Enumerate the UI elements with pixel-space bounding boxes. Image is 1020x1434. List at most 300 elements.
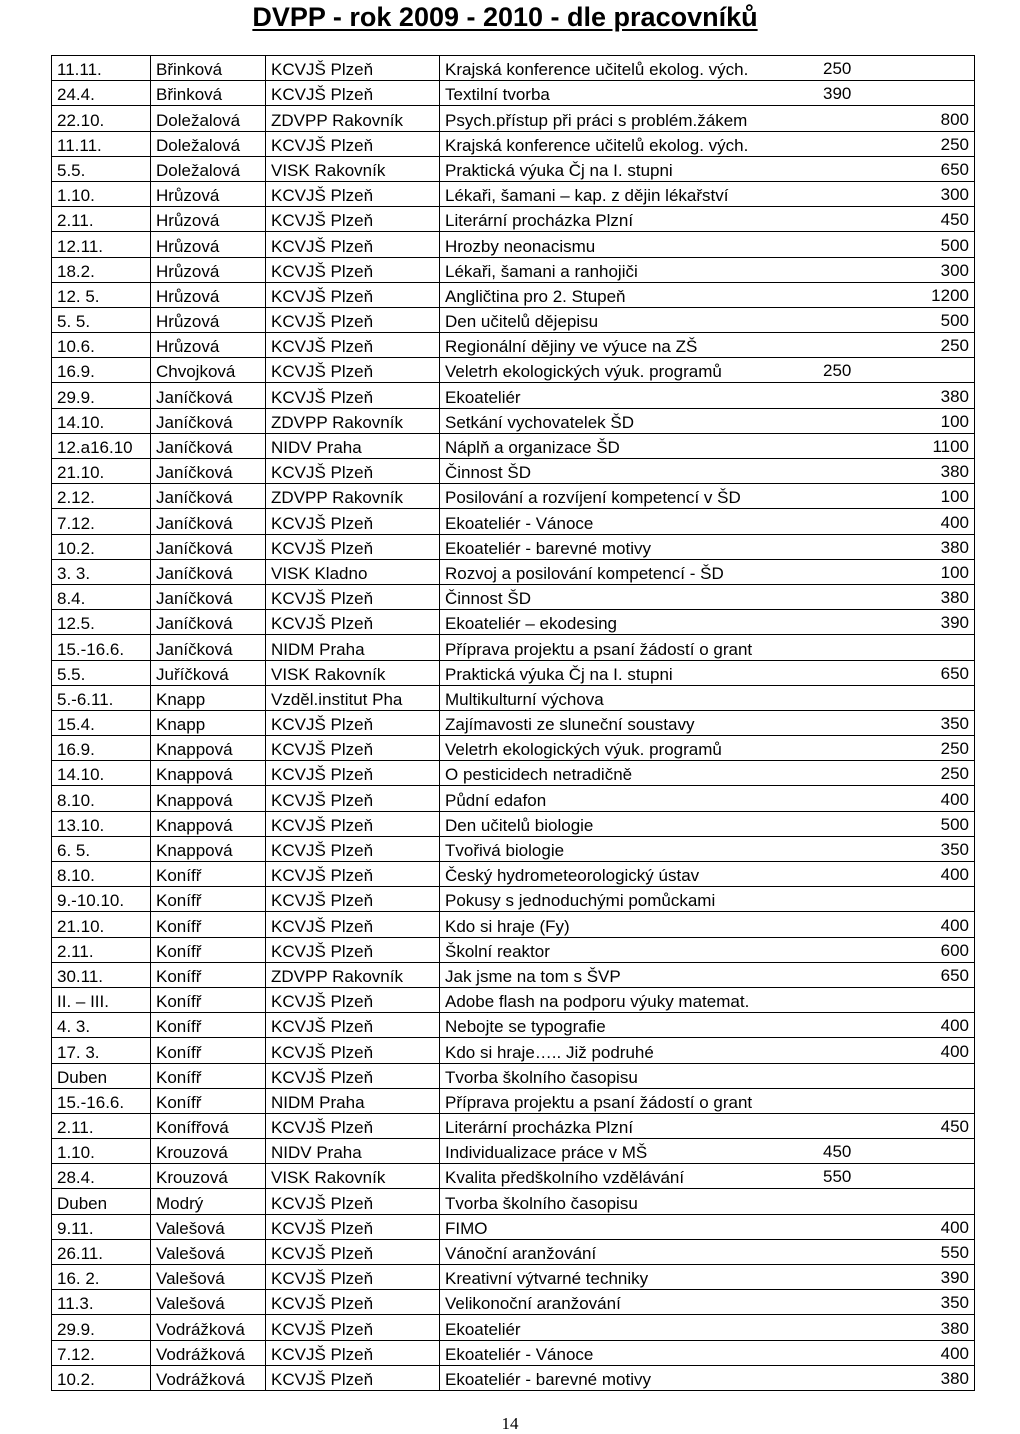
course-title: Adobe flash na podporu výuky matemat.	[445, 992, 750, 1012]
course-title: Kdo si hraje….. Již podruhé	[445, 1042, 654, 1062]
course-cell	[440, 1214, 975, 1239]
institution-cell: ZDVPP Rakovník	[266, 408, 440, 433]
course-cell	[440, 761, 975, 786]
amount-value: 550	[823, 1167, 852, 1187]
amount-value: 400	[940, 512, 969, 532]
employee-cell: Knappová	[151, 761, 266, 786]
date-cell: 15.-16.6.	[52, 1088, 151, 1113]
amount-value: 250	[823, 59, 852, 79]
amount-value: 390	[940, 613, 969, 633]
course-title: Činnost ŠD	[445, 463, 531, 483]
employee-cell: Konífř	[151, 1038, 266, 1063]
course-title: Jak jsme na tom s ŠVP	[445, 966, 621, 986]
amount-value: 350	[940, 714, 969, 734]
amount-value: 390	[823, 84, 852, 104]
table-row	[52, 1340, 975, 1365]
employee-cell: Konífřová	[151, 1113, 266, 1138]
employee-cell: Hrůzová	[151, 257, 266, 282]
institution-cell: KCVJŠ Plzeň	[266, 232, 440, 257]
table-row	[52, 484, 975, 509]
table-row	[52, 987, 975, 1012]
course-title: Český hydrometeorologický ústav	[445, 866, 700, 886]
course-cell	[440, 1063, 975, 1088]
institution-cell: KCVJŠ Plzeň	[266, 811, 440, 836]
employee-cell: Janíčková	[151, 484, 266, 509]
amount-value: 300	[940, 260, 969, 280]
employee-cell: Konífř	[151, 987, 266, 1012]
date-cell: 29.9.	[52, 383, 151, 408]
course-title: Půdní edafon	[445, 790, 547, 810]
amount-value: 400	[940, 789, 969, 809]
date-cell: 21.10.	[52, 912, 151, 937]
date-cell: 14.10.	[52, 761, 151, 786]
institution-cell: NIDM Praha	[266, 635, 440, 660]
employee-cell: Janíčková	[151, 584, 266, 609]
institution-cell: KCVJŠ Plzeň	[266, 56, 440, 81]
course-title: Tvorba školního časopisu	[445, 1193, 638, 1213]
amount-value: 450	[940, 1117, 969, 1137]
institution-cell: KCVJŠ Plzeň	[266, 710, 440, 735]
employee-cell: Vodrážková	[151, 1340, 266, 1365]
amount-value: 100	[940, 487, 969, 507]
date-cell: 14.10.	[52, 408, 151, 433]
date-cell: 12.a16.10	[52, 433, 151, 458]
course-title: Textilní tvorba	[445, 85, 550, 105]
date-cell: 26.11.	[52, 1239, 151, 1264]
table-row	[52, 1290, 975, 1315]
institution-cell: KCVJŠ Plzeň	[266, 1214, 440, 1239]
course-title: Pokusy s jednoduchými pomůckami	[445, 891, 716, 911]
course-title: Praktická výuka Čj na I. stupni	[445, 664, 673, 684]
institution-cell: NIDV Praha	[266, 1139, 440, 1164]
course-cell	[440, 131, 975, 156]
course-cell	[440, 559, 975, 584]
date-cell: 9.-10.10.	[52, 887, 151, 912]
date-cell: 10.2.	[52, 534, 151, 559]
employee-cell: Hrůzová	[151, 282, 266, 307]
date-cell: 10.2.	[52, 1365, 151, 1390]
course-title: Kdo si hraje (Fy)	[445, 916, 570, 936]
course-cell	[440, 1315, 975, 1340]
course-cell	[440, 181, 975, 206]
table-row	[52, 207, 975, 232]
course-title: Tvorba školního časopisu	[445, 1067, 638, 1087]
date-cell: Duben	[52, 1189, 151, 1214]
employee-cell: Janíčková	[151, 383, 266, 408]
amount-value: 390	[940, 1268, 969, 1288]
date-cell: 7.12.	[52, 1340, 151, 1365]
date-cell: 16.9.	[52, 358, 151, 383]
table-row	[52, 459, 975, 484]
course-title: Ekoateliér - barevné motivy	[445, 538, 651, 558]
course-title: Kreativní výtvarné techniky	[445, 1269, 649, 1289]
date-cell: 15.4.	[52, 710, 151, 735]
course-title: Činnost ŠD	[445, 589, 531, 609]
institution-cell: KCVJŠ Plzeň	[266, 1290, 440, 1315]
course-title: Veletrh ekologických výuk. programů	[445, 362, 722, 382]
course-cell	[440, 333, 975, 358]
institution-cell: KCVJŠ Plzeň	[266, 207, 440, 232]
employee-cell: Janíčková	[151, 534, 266, 559]
course-title: Krajská konference učitelů ekolog. vých.	[445, 135, 749, 155]
employee-cell: Knappová	[151, 811, 266, 836]
table-row	[52, 408, 975, 433]
employee-cell: Modrý	[151, 1189, 266, 1214]
employee-cell: Valešová	[151, 1290, 266, 1315]
table-row	[52, 1189, 975, 1214]
employee-cell: Doležalová	[151, 106, 266, 131]
amount-value: 380	[940, 1368, 969, 1388]
course-cell	[440, 484, 975, 509]
date-cell: 30.11.	[52, 962, 151, 987]
institution-cell: ZDVPP Rakovník	[266, 962, 440, 987]
date-cell: 11.3.	[52, 1290, 151, 1315]
institution-cell: KCVJŠ Plzeň	[266, 358, 440, 383]
employee-cell: Juříčková	[151, 660, 266, 685]
table-row	[52, 383, 975, 408]
employee-cell: Hrůzová	[151, 232, 266, 257]
table-row	[52, 1239, 975, 1264]
institution-cell: Vzděl.institut Pha	[266, 685, 440, 710]
course-title: Vánoční aranžování	[445, 1244, 597, 1263]
course-cell	[440, 710, 975, 735]
course-cell	[440, 736, 975, 761]
date-cell: 2.11.	[52, 207, 151, 232]
institution-cell: KCVJŠ Plzeň	[266, 987, 440, 1012]
course-title: Ekoateliér - barevné motivy	[445, 1369, 651, 1389]
amount-value: 250	[823, 361, 852, 381]
course-cell	[440, 1265, 975, 1290]
amount-value: 250	[940, 764, 969, 784]
course-cell	[440, 156, 975, 181]
date-cell: 24.4.	[52, 81, 151, 106]
employee-cell: Chvojková	[151, 358, 266, 383]
institution-cell: KCVJŠ Plzeň	[266, 1315, 440, 1340]
amount-value: 300	[940, 185, 969, 205]
table-row	[52, 786, 975, 811]
date-cell: Duben	[52, 1063, 151, 1088]
table-row	[52, 887, 975, 912]
course-title: Angličtina pro 2. Stupeň	[445, 286, 626, 306]
employee-cell: Konífř	[151, 887, 266, 912]
institution-cell: KCVJŠ Plzeň	[266, 937, 440, 962]
table-row	[52, 1139, 975, 1164]
employee-cell: Valešová	[151, 1239, 266, 1264]
table-row	[52, 937, 975, 962]
table-row	[52, 282, 975, 307]
table-row	[52, 1214, 975, 1239]
table-row	[52, 962, 975, 987]
course-title: O pesticidech netradičně	[445, 765, 633, 785]
date-cell: 11.11.	[52, 56, 151, 81]
date-cell: 13.10.	[52, 811, 151, 836]
amount-value: 400	[940, 1016, 969, 1036]
employee-cell: Doležalová	[151, 156, 266, 181]
training-table	[51, 55, 975, 1391]
table-row	[52, 333, 975, 358]
table-row	[52, 509, 975, 534]
table-row	[52, 584, 975, 609]
course-cell	[440, 962, 975, 987]
institution-cell: VISK Kladno	[266, 559, 440, 584]
amount-value: 350	[940, 840, 969, 859]
amount-value: 380	[940, 537, 969, 557]
date-cell: 16.9.	[52, 736, 151, 761]
institution-cell: KCVJŠ Plzeň	[266, 383, 440, 408]
course-cell	[440, 81, 975, 106]
table-row	[52, 358, 975, 383]
institution-cell: KCVJŠ Plzeň	[266, 736, 440, 761]
date-cell: 4. 3.	[52, 1013, 151, 1038]
employee-cell: Knapp	[151, 685, 266, 710]
table-row	[52, 710, 975, 735]
date-cell: 12.5.	[52, 610, 151, 635]
course-title: Den učitelů biologie	[445, 815, 594, 835]
institution-cell: VISK Rakovník	[266, 1164, 440, 1189]
course-title: Regionální dějiny ve výuce na ZŠ	[445, 337, 698, 357]
course-title: FIMO	[445, 1218, 488, 1238]
employee-cell: Krouzová	[151, 1164, 266, 1189]
course-cell	[440, 811, 975, 836]
amount-value: 380	[940, 386, 969, 406]
course-cell	[440, 232, 975, 257]
course-cell	[440, 1164, 975, 1189]
amount-value: 250	[940, 739, 969, 759]
institution-cell: KCVJŠ Plzeň	[266, 1265, 440, 1290]
employee-cell: Knappová	[151, 786, 266, 811]
date-cell: 16. 2.	[52, 1265, 151, 1290]
institution-cell: KCVJŠ Plzeň	[266, 862, 440, 887]
employee-cell: Břinková	[151, 81, 266, 106]
course-title: Den učitelů dějepisu	[445, 312, 599, 332]
table-row	[52, 1088, 975, 1113]
employee-cell: Konífř	[151, 912, 266, 937]
employee-cell: Konífř	[151, 1063, 266, 1088]
employee-cell: Janíčková	[151, 459, 266, 484]
date-cell: 6. 5.	[52, 836, 151, 861]
table-row	[52, 131, 975, 156]
employee-cell: Doležalová	[151, 131, 266, 156]
course-cell	[440, 887, 975, 912]
institution-cell: KCVJŠ Plzeň	[266, 282, 440, 307]
table-row	[52, 635, 975, 660]
institution-cell: KCVJŠ Plzeň	[266, 1340, 440, 1365]
amount-value: 800	[940, 109, 969, 129]
course-title: Individualizace práce v MŠ	[445, 1143, 648, 1163]
institution-cell: KCVJŠ Plzeň	[266, 1013, 440, 1038]
table-row	[52, 1038, 975, 1063]
date-cell: 5.5.	[52, 660, 151, 685]
employee-cell: Břinková	[151, 56, 266, 81]
amount-value: 500	[940, 311, 969, 331]
course-title: Ekoateliér - Vánoce	[445, 1344, 594, 1364]
institution-cell: KCVJŠ Plzeň	[266, 307, 440, 332]
course-cell	[440, 509, 975, 534]
course-cell	[440, 1290, 975, 1315]
date-cell: 21.10.	[52, 459, 151, 484]
amount-value: 500	[940, 814, 969, 834]
course-title: Praktická výuka Čj na I. stupni	[445, 160, 673, 180]
course-title: Ekoateliér – ekodesing	[445, 614, 618, 634]
amount-value: 1200	[931, 285, 969, 305]
institution-cell: NIDM Praha	[266, 1088, 440, 1113]
employee-cell: Hrůzová	[151, 181, 266, 206]
amount-value: 550	[940, 1243, 969, 1262]
institution-cell: KCVJŠ Plzeň	[266, 912, 440, 937]
course-title: Ekoateliér	[445, 1319, 521, 1339]
employee-cell: Janíčková	[151, 408, 266, 433]
course-cell	[440, 786, 975, 811]
date-cell: 2.11.	[52, 937, 151, 962]
course-cell	[440, 534, 975, 559]
date-cell: 12. 5.	[52, 282, 151, 307]
date-cell: 2.11.	[52, 1113, 151, 1138]
employee-cell: Konífř	[151, 1088, 266, 1113]
amount-value: 400	[940, 1041, 969, 1061]
course-cell	[440, 433, 975, 458]
course-title: Veletrh ekologických výuk. programů	[445, 740, 722, 760]
amount-value: 650	[940, 663, 969, 683]
course-cell	[440, 836, 975, 861]
course-cell	[440, 257, 975, 282]
course-cell	[440, 660, 975, 685]
course-cell	[440, 987, 975, 1012]
employee-cell: Krouzová	[151, 1139, 266, 1164]
table-row	[52, 181, 975, 206]
employee-cell: Hrůzová	[151, 307, 266, 332]
employee-cell: Knappová	[151, 736, 266, 761]
course-cell	[440, 207, 975, 232]
table-row	[52, 433, 975, 458]
date-cell: 17. 3.	[52, 1038, 151, 1063]
course-cell	[440, 1340, 975, 1365]
institution-cell: KCVJŠ Plzeň	[266, 610, 440, 635]
course-title: Tvořivá biologie	[445, 841, 565, 860]
date-cell: 9.11.	[52, 1214, 151, 1239]
institution-cell: KCVJŠ Plzeň	[266, 181, 440, 206]
course-cell	[440, 1189, 975, 1214]
employee-cell: Hrůzová	[151, 207, 266, 232]
table-row	[52, 1164, 975, 1189]
course-title: Velikonoční aranžování	[445, 1294, 621, 1314]
course-title: Literární procházka Plzní	[445, 1118, 634, 1138]
amount-value: 380	[940, 462, 969, 482]
institution-cell: KCVJŠ Plzeň	[266, 257, 440, 282]
amount-value: 400	[940, 1343, 969, 1363]
employee-cell: Konífř	[151, 862, 266, 887]
amount-value: 650	[940, 159, 969, 179]
institution-cell: KCVJŠ Plzeň	[266, 1365, 440, 1390]
table-row	[52, 559, 975, 584]
course-title: Zajímavosti ze sluneční soustavy	[445, 715, 695, 735]
institution-cell: KCVJŠ Plzeň	[266, 534, 440, 559]
amount-value: 250	[940, 134, 969, 154]
course-title: Psych.přístup při práci s problém.žákem	[445, 110, 748, 130]
employee-cell: Janíčková	[151, 635, 266, 660]
institution-cell: KCVJŠ Plzeň	[266, 1113, 440, 1138]
course-cell	[440, 459, 975, 484]
amount-value: 250	[940, 336, 969, 356]
course-title: Kvalita předškolního vzdělávání	[445, 1168, 685, 1188]
table-row	[52, 811, 975, 836]
amount-value: 450	[823, 1142, 852, 1162]
date-cell: 22.10.	[52, 106, 151, 131]
institution-cell: NIDV Praha	[266, 433, 440, 458]
institution-cell: KCVJŠ Plzeň	[266, 1189, 440, 1214]
table-row	[52, 862, 975, 887]
table-row	[52, 1063, 975, 1088]
course-cell	[440, 1239, 975, 1264]
course-title: Setkání vychovatelek ŠD	[445, 412, 634, 432]
amount-value: 400	[940, 1217, 969, 1237]
amount-value: 100	[940, 411, 969, 431]
institution-cell: KCVJŠ Plzeň	[266, 1063, 440, 1088]
course-title: Náplň a organizace ŠD	[445, 438, 620, 457]
table-row	[52, 761, 975, 786]
employee-cell: Hrůzová	[151, 333, 266, 358]
course-title: Školní reaktor	[445, 941, 550, 961]
date-cell: 7.12.	[52, 509, 151, 534]
course-cell	[440, 307, 975, 332]
course-cell	[440, 1038, 975, 1063]
institution-cell: KCVJŠ Plzeň	[266, 1239, 440, 1264]
date-cell: 18.2.	[52, 257, 151, 282]
institution-cell: KCVJŠ Plzeň	[266, 459, 440, 484]
course-cell	[440, 1088, 975, 1113]
table-row	[52, 1365, 975, 1390]
course-title: Rozvoj a posilování kompetencí - ŠD	[445, 563, 724, 583]
table-row	[52, 56, 975, 81]
employee-cell: Vodrážková	[151, 1315, 266, 1340]
date-cell: 15.-16.6.	[52, 635, 151, 660]
course-title: Ekoateliér	[445, 387, 521, 407]
course-cell	[440, 584, 975, 609]
table-row	[52, 307, 975, 332]
employee-cell: Vodrážková	[151, 1365, 266, 1390]
institution-cell: KCVJŠ Plzeň	[266, 761, 440, 786]
course-cell	[440, 635, 975, 660]
date-cell: 10.6.	[52, 333, 151, 358]
employee-cell: Knappová	[151, 836, 266, 861]
table-row	[52, 257, 975, 282]
table-row	[52, 1315, 975, 1340]
course-title: Příprava projektu a psaní žádostí o grant	[445, 1092, 753, 1112]
course-cell	[440, 1113, 975, 1138]
employee-cell: Janíčková	[151, 433, 266, 458]
course-title: Lékaři, šamani a ranhojiči	[445, 261, 638, 281]
employee-cell: Janíčková	[151, 509, 266, 534]
course-title: Hrozby neonacismu	[445, 236, 596, 256]
date-cell: 8.10.	[52, 862, 151, 887]
course-cell	[440, 1013, 975, 1038]
amount-value: 100	[940, 562, 969, 582]
institution-cell: KCVJŠ Plzeň	[266, 509, 440, 534]
course-title: Krajská konference učitelů ekolog. vých.	[445, 60, 749, 80]
employee-cell: Janíčková	[151, 610, 266, 635]
course-cell	[440, 282, 975, 307]
amount-value: 650	[940, 965, 969, 985]
institution-cell: VISK Rakovník	[266, 156, 440, 181]
date-cell: 5. 5.	[52, 307, 151, 332]
table-row	[52, 736, 975, 761]
course-title: Posilování a rozvíjení kompetencí v ŠD	[445, 488, 741, 508]
amount-value: 600	[940, 940, 969, 960]
employee-cell: Valešová	[151, 1265, 266, 1290]
employee-cell: Janíčková	[151, 559, 266, 584]
table-row	[52, 534, 975, 559]
table-row	[52, 232, 975, 257]
amount-value: 450	[940, 210, 969, 230]
